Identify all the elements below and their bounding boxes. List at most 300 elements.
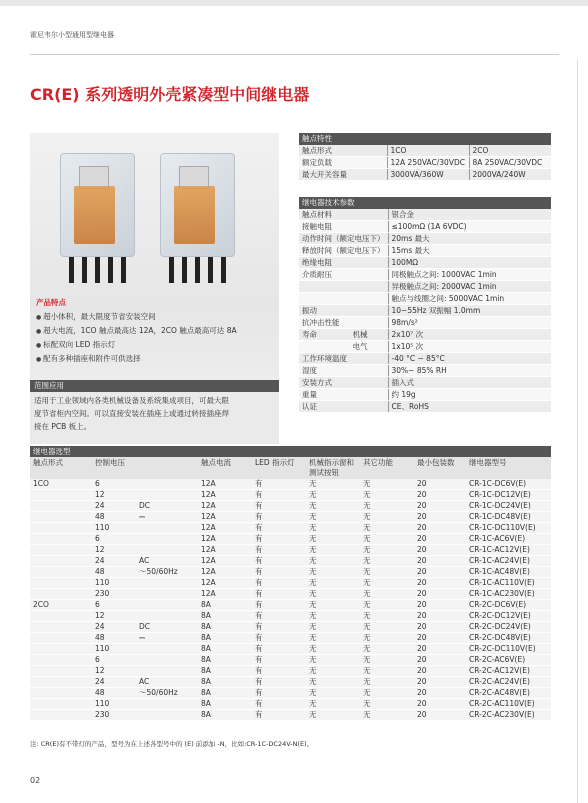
tech-label: 安装方式 <box>299 377 388 389</box>
indicator-cell: 无 <box>306 567 360 578</box>
selection-row <box>30 512 551 523</box>
current-cell: 12A <box>198 479 252 490</box>
indicator-cell: 无 <box>306 578 360 589</box>
voltage-type-cell: ～50/60Hz <box>136 688 198 699</box>
pack-cell: 20 <box>414 677 466 688</box>
contact-form-cell <box>30 501 92 512</box>
tech-sublabel: 电气 <box>350 341 388 353</box>
model-cell: CR-1C-DC48V(E) <box>466 512 551 523</box>
contact-form-cell <box>30 688 92 699</box>
selection-row <box>30 556 551 567</box>
contact-form-cell <box>30 512 92 523</box>
pack-cell: 20 <box>414 545 466 556</box>
voltage-cell: 6 <box>92 655 136 666</box>
page-number: 02 <box>30 776 41 785</box>
voltage-cell: 110 <box>92 578 136 589</box>
col-contact-current: 触点电流 <box>198 457 252 479</box>
contact-form-cell <box>30 611 92 622</box>
model-cell: CR-2C-AC12V(E) <box>466 666 551 677</box>
other-cell: 无 <box>360 644 414 655</box>
contact-form-cell <box>30 578 92 589</box>
tech-value: 银合金 <box>388 209 551 221</box>
voltage-cell: 12 <box>92 666 136 677</box>
tech-label: 工作环境温度 <box>299 353 388 365</box>
selection-row <box>30 479 551 490</box>
tech-label: 抗冲击性能 <box>299 317 388 329</box>
relay-image-right <box>160 153 235 283</box>
current-cell: 8A <box>198 699 252 710</box>
other-cell: 无 <box>360 688 414 699</box>
indicator-cell: 无 <box>306 644 360 655</box>
pack-cell: 20 <box>414 578 466 589</box>
feature-item: ● 超小体积，最大限度节省安装空间 <box>36 310 237 324</box>
indicator-cell: 无 <box>306 622 360 633</box>
scope-text <box>30 392 279 444</box>
selection-row <box>30 688 551 699</box>
feature-item: ● 标配双向 LED 指示灯 <box>36 338 237 352</box>
voltage-cell: 110 <box>92 523 136 534</box>
voltage-type-cell <box>136 589 198 600</box>
current-cell: 8A <box>198 644 252 655</box>
features-list <box>36 310 237 366</box>
current-cell: 8A <box>198 677 252 688</box>
tech-value: ≤100mΩ (1A 6VDC) <box>388 221 551 233</box>
led-cell: 有 <box>252 479 306 490</box>
current-cell: 12A <box>198 534 252 545</box>
voltage-cell: 110 <box>92 644 136 655</box>
tech-label: 动作时间（额定电压下） <box>299 233 388 245</box>
contact-heading: 触点特性 <box>299 133 551 145</box>
tech-label: 介质耐压 <box>299 269 388 281</box>
voltage-cell: 48 <box>92 567 136 578</box>
selection-heading: 继电器选型 <box>30 446 551 457</box>
current-cell: 8A <box>198 666 252 677</box>
pack-cell: 20 <box>414 600 466 611</box>
relay-selection-table <box>30 446 551 721</box>
tech-label <box>299 293 388 305</box>
current-cell: 12A <box>198 501 252 512</box>
voltage-type-cell <box>136 490 198 501</box>
col-mechanical-indicator: 机械指示窗和测试按钮 <box>306 457 360 479</box>
other-cell: 无 <box>360 677 414 688</box>
tech-row <box>299 233 551 245</box>
voltage-cell: 230 <box>92 710 136 721</box>
col-led: LED 指示灯 <box>252 457 306 479</box>
tech-label: 湿度 <box>299 365 388 377</box>
voltage-type-cell: ⎓ <box>136 512 198 523</box>
pack-cell: 20 <box>414 534 466 545</box>
tech-row <box>299 329 551 341</box>
tech-row <box>299 365 551 377</box>
model-cell: CR-2C-AC24V(E) <box>466 677 551 688</box>
voltage-cell: 48 <box>92 633 136 644</box>
tech-label: 振动 <box>299 305 388 317</box>
features-heading: 产品特点 <box>36 298 66 307</box>
voltage-type-cell <box>136 710 198 721</box>
voltage-cell: 24 <box>92 677 136 688</box>
tech-row <box>299 317 551 329</box>
tech-label: 寿命 <box>299 329 350 341</box>
col-other-functions: 其它功能 <box>360 457 414 479</box>
voltage-cell: 6 <box>92 479 136 490</box>
selection-row <box>30 600 551 611</box>
led-cell: 有 <box>252 633 306 644</box>
contact-form-cell <box>30 699 92 710</box>
led-cell: 有 <box>252 490 306 501</box>
contact-form-cell: 2CO <box>30 600 92 611</box>
header-divider <box>30 54 559 55</box>
led-cell: 有 <box>252 545 306 556</box>
selection-row <box>30 644 551 655</box>
tech-value: 同极触点之间: 1000VAC 1min <box>388 269 551 281</box>
voltage-type-cell <box>136 666 198 677</box>
indicator-cell: 无 <box>306 556 360 567</box>
model-cell: CR-2C-AC110V(E) <box>466 699 551 710</box>
indicator-cell: 无 <box>306 677 360 688</box>
current-cell: 12A <box>198 578 252 589</box>
other-cell: 无 <box>360 523 414 534</box>
voltage-type-cell: ⎓ <box>136 633 198 644</box>
voltage-cell: 6 <box>92 534 136 545</box>
other-cell: 无 <box>360 545 414 556</box>
voltage-type-cell <box>136 600 198 611</box>
tech-label: 绝缘电阻 <box>299 257 388 269</box>
led-cell: 有 <box>252 567 306 578</box>
selection-row <box>30 633 551 644</box>
col-control-voltage: 控制电压 <box>92 457 136 479</box>
tech-label: 释放时间（额定电压下） <box>299 245 388 257</box>
contact-form-cell <box>30 677 92 688</box>
led-cell: 有 <box>252 688 306 699</box>
model-cell: CR-2C-AC48V(E) <box>466 688 551 699</box>
contact-form-cell <box>30 567 92 578</box>
tech-value: 98m/s² <box>388 317 551 329</box>
current-cell: 12A <box>198 545 252 556</box>
model-cell: CR-2C-DC48V(E) <box>466 633 551 644</box>
tech-row <box>299 353 551 365</box>
pack-cell: 20 <box>414 490 466 501</box>
tech-value: 约 19g <box>388 389 551 401</box>
indicator-cell: 无 <box>306 479 360 490</box>
voltage-cell: 6 <box>92 600 136 611</box>
selection-row <box>30 655 551 666</box>
contact-form-cell <box>30 545 92 556</box>
selection-row <box>30 501 551 512</box>
tech-value: 20ms 最大 <box>388 233 551 245</box>
voltage-cell: 24 <box>92 556 136 567</box>
tech-value: 10~55Hz 双振幅 1.0mm <box>388 305 551 317</box>
contact-value-1co: 3000VA/360W <box>387 169 469 181</box>
pack-cell: 20 <box>414 479 466 490</box>
model-cell: CR-1C-DC110V(E) <box>466 523 551 534</box>
other-cell: 无 <box>360 699 414 710</box>
selection-row <box>30 545 551 556</box>
other-cell: 无 <box>360 479 414 490</box>
tech-value: CE、RoHS <box>388 401 551 413</box>
voltage-type-cell <box>136 479 198 490</box>
led-cell: 有 <box>252 644 306 655</box>
tech-value: -40 °C ~ 85°C <box>388 353 551 365</box>
indicator-cell: 无 <box>306 666 360 677</box>
col-model: 继电器型号 <box>466 457 551 479</box>
footnote: 注: CR(E)有不带灯的产品，型号为在上述各型号中的 (E) 前添加 -N，比如:CR-1C-DC24V-N(E)。 <box>30 740 314 748</box>
pack-cell: 20 <box>414 699 466 710</box>
tech-row <box>299 269 551 281</box>
tech-value: 30%~ 85% RH <box>388 365 551 377</box>
other-cell: 无 <box>360 556 414 567</box>
page-title: CR(E) 系列透明外壳紧凑型中间继电器 <box>30 85 310 104</box>
indicator-cell: 无 <box>306 710 360 721</box>
model-cell: CR-2C-DC6V(E) <box>466 600 551 611</box>
voltage-cell: 110 <box>92 699 136 710</box>
current-cell: 12A <box>198 589 252 600</box>
selection-row <box>30 578 551 589</box>
led-cell: 有 <box>252 512 306 523</box>
selection-row <box>30 710 551 721</box>
contact-form-cell <box>30 644 92 655</box>
tech-value: 异极触点之间: 2000VAC 1min <box>388 281 551 293</box>
contact-form-cell: 1CO <box>30 479 92 490</box>
selection-row <box>30 567 551 578</box>
voltage-type-cell <box>136 523 198 534</box>
voltage-type-cell <box>136 534 198 545</box>
voltage-cell: 230 <box>92 589 136 600</box>
led-cell: 有 <box>252 589 306 600</box>
contact-form-cell <box>30 490 92 501</box>
model-cell: CR-1C-DC6V(E) <box>466 479 551 490</box>
model-cell: CR-1C-AC24V(E) <box>466 556 551 567</box>
current-cell: 8A <box>198 633 252 644</box>
contact-value-2co: 2000VA/240W <box>469 169 551 181</box>
other-cell: 无 <box>360 501 414 512</box>
model-cell: CR-1C-AC110V(E) <box>466 578 551 589</box>
other-cell: 无 <box>360 534 414 545</box>
contact-row <box>299 169 551 181</box>
tech-row <box>299 389 551 401</box>
voltage-type-cell: ～50/60Hz <box>136 567 198 578</box>
contact-value-1co: 12A 250VAC/30VDC <box>387 157 469 169</box>
contact-form-cell <box>30 666 92 677</box>
contact-value-1co: 1CO <box>387 145 469 157</box>
contact-label: 额定负载 <box>299 157 387 169</box>
indicator-cell: 无 <box>306 600 360 611</box>
selection-row <box>30 589 551 600</box>
indicator-cell: 无 <box>306 633 360 644</box>
indicator-cell: 无 <box>306 589 360 600</box>
tech-row <box>299 281 551 293</box>
model-cell: CR-2C-AC6V(E) <box>466 655 551 666</box>
pack-cell: 20 <box>414 567 466 578</box>
indicator-cell: 无 <box>306 688 360 699</box>
model-cell: CR-2C-DC110V(E) <box>466 644 551 655</box>
led-cell: 有 <box>252 600 306 611</box>
scope-heading: 范围应用 <box>30 380 279 392</box>
selection-row <box>30 611 551 622</box>
col-contact-form: 触点形式 <box>30 457 92 479</box>
tech-row <box>299 305 551 317</box>
selection-row <box>30 534 551 545</box>
model-cell: CR-1C-AC48V(E) <box>466 567 551 578</box>
tech-heading: 继电器技术参数 <box>299 197 551 209</box>
model-cell: CR-2C-DC12V(E) <box>466 611 551 622</box>
col-voltage-type <box>136 457 198 479</box>
pack-cell: 20 <box>414 710 466 721</box>
tech-label: 接触电阻 <box>299 221 388 233</box>
contact-value-2co: 8A 250VAC/30VDC <box>469 157 551 169</box>
other-cell: 无 <box>360 589 414 600</box>
current-cell: 8A <box>198 688 252 699</box>
led-cell: 有 <box>252 677 306 688</box>
indicator-cell: 无 <box>306 611 360 622</box>
contact-value-2co: 2CO <box>469 145 551 157</box>
model-cell: CR-1C-DC12V(E) <box>466 490 551 501</box>
scope-line: 度节省柜内空间。可以直接安装在插座上或通过转接插座焊 <box>34 409 229 418</box>
voltage-type-cell <box>136 611 198 622</box>
tech-label: 触点材料 <box>299 209 388 221</box>
tech-row <box>299 257 551 269</box>
voltage-cell: 12 <box>92 611 136 622</box>
led-cell: 有 <box>252 666 306 677</box>
technical-parameters-table <box>299 197 551 413</box>
tech-row <box>299 221 551 233</box>
pack-cell: 20 <box>414 512 466 523</box>
tech-label: 认证 <box>299 401 388 413</box>
tech-label: 重量 <box>299 389 388 401</box>
other-cell: 无 <box>360 622 414 633</box>
model-cell: CR-2C-AC230V(E) <box>466 710 551 721</box>
contact-characteristics-table <box>299 133 551 181</box>
current-cell: 8A <box>198 710 252 721</box>
voltage-type-cell: DC <box>136 501 198 512</box>
contact-row <box>299 157 551 169</box>
indicator-cell: 无 <box>306 512 360 523</box>
contact-form-cell <box>30 622 92 633</box>
other-cell: 无 <box>360 666 414 677</box>
selection-row <box>30 666 551 677</box>
indicator-cell: 无 <box>306 501 360 512</box>
current-cell: 8A <box>198 611 252 622</box>
pack-cell: 20 <box>414 633 466 644</box>
other-cell: 无 <box>360 600 414 611</box>
led-cell: 有 <box>252 655 306 666</box>
current-cell: 8A <box>198 600 252 611</box>
model-cell: CR-1C-AC230V(E) <box>466 589 551 600</box>
voltage-cell: 48 <box>92 688 136 699</box>
tech-label <box>299 281 388 293</box>
contact-form-cell <box>30 523 92 534</box>
voltage-type-cell: AC <box>136 556 198 567</box>
current-cell: 12A <box>198 490 252 501</box>
other-cell: 无 <box>360 611 414 622</box>
pack-cell: 20 <box>414 644 466 655</box>
contact-form-cell <box>30 633 92 644</box>
other-cell: 无 <box>360 710 414 721</box>
voltage-cell: 12 <box>92 490 136 501</box>
indicator-cell: 无 <box>306 655 360 666</box>
voltage-cell: 24 <box>92 622 136 633</box>
contact-form-cell <box>30 556 92 567</box>
current-cell: 12A <box>198 556 252 567</box>
other-cell: 无 <box>360 655 414 666</box>
led-cell: 有 <box>252 611 306 622</box>
current-cell: 12A <box>198 512 252 523</box>
voltage-type-cell <box>136 655 198 666</box>
tech-value: 15ms 最大 <box>388 245 551 257</box>
indicator-cell: 无 <box>306 699 360 710</box>
led-cell: 有 <box>252 578 306 589</box>
led-cell: 有 <box>252 523 306 534</box>
other-cell: 无 <box>360 512 414 523</box>
tech-row <box>299 245 551 257</box>
current-cell: 12A <box>198 523 252 534</box>
contact-label: 最大开关容量 <box>299 169 387 181</box>
tech-value: 100MΩ <box>388 257 551 269</box>
indicator-cell: 无 <box>306 534 360 545</box>
pack-cell: 20 <box>414 589 466 600</box>
application-scope <box>30 380 279 444</box>
tech-value: 触点与线圈之间: 5000VAC 1min <box>388 293 551 305</box>
indicator-cell: 无 <box>306 523 360 534</box>
indicator-cell: 无 <box>306 490 360 501</box>
voltage-cell: 48 <box>92 512 136 523</box>
selection-row <box>30 677 551 688</box>
selection-row <box>30 523 551 534</box>
tech-row <box>299 401 551 413</box>
led-cell: 有 <box>252 622 306 633</box>
feature-item: ● 配有多种插座和附件可供选择 <box>36 352 237 366</box>
voltage-type-cell <box>136 545 198 556</box>
tech-row <box>299 209 551 221</box>
voltage-type-cell <box>136 699 198 710</box>
model-cell: CR-1C-DC24V(E) <box>466 501 551 512</box>
contact-row <box>299 145 551 157</box>
voltage-type-cell <box>136 644 198 655</box>
col-min-pack: 最小包装数 <box>414 457 466 479</box>
led-cell: 有 <box>252 556 306 567</box>
other-cell: 无 <box>360 633 414 644</box>
tech-value: 1x10⁵ 次 <box>388 341 551 353</box>
pack-cell: 20 <box>414 611 466 622</box>
led-cell: 有 <box>252 534 306 545</box>
running-header: 霍尼韦尔小型通用型继电器 <box>30 31 114 39</box>
tech-sublabel: 机械 <box>350 329 388 341</box>
top-bar <box>0 0 588 6</box>
pack-cell: 20 <box>414 622 466 633</box>
voltage-type-cell <box>136 578 198 589</box>
pack-cell: 20 <box>414 501 466 512</box>
led-cell: 有 <box>252 699 306 710</box>
scope-line: 接在 PCB 板上。 <box>34 422 92 431</box>
pack-cell: 20 <box>414 523 466 534</box>
feature-item: ● 超大电流，1CO 触点最高达 12A，2CO 触点最高可达 8A <box>36 324 237 338</box>
contact-label: 触点形式 <box>299 145 387 157</box>
tech-row <box>299 377 551 389</box>
current-cell: 12A <box>198 567 252 578</box>
contact-form-cell <box>30 534 92 545</box>
contact-form-cell <box>30 655 92 666</box>
voltage-cell: 12 <box>92 545 136 556</box>
model-cell: CR-2C-DC24V(E) <box>466 622 551 633</box>
indicator-cell: 无 <box>306 545 360 556</box>
led-cell: 有 <box>252 710 306 721</box>
model-cell: CR-1C-AC6V(E) <box>466 534 551 545</box>
relay-image-left <box>60 153 135 283</box>
selection-row <box>30 622 551 633</box>
voltage-cell: 24 <box>92 501 136 512</box>
tech-row <box>299 341 551 353</box>
current-cell: 8A <box>198 622 252 633</box>
tech-value: 插入式 <box>388 377 551 389</box>
